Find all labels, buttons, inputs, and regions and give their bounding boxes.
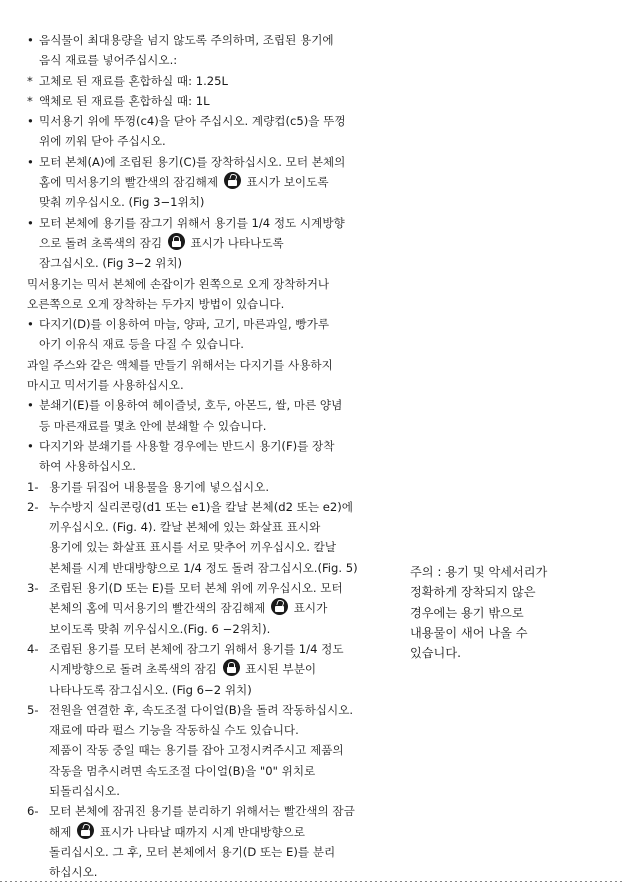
- step-number: 1-: [27, 479, 39, 494]
- instruction-line: [27, 436, 379, 456]
- instruction-line: [27, 30, 379, 50]
- line-text-after-icon: 표시가 보이도록: [246, 175, 329, 190]
- bullet-marker: •: [27, 398, 34, 413]
- instruction-line: [27, 334, 379, 354]
- line-text: 아기 이유식 재료 등을 다질 수 있습니다.: [39, 337, 244, 352]
- instruction-line: [27, 537, 379, 557]
- instruction-line: [27, 131, 379, 151]
- bullet-marker: •: [27, 438, 34, 453]
- instruction-line: [27, 355, 379, 375]
- line-text: 고체로 된 재료를 혼합하실 때: 1.25L: [39, 73, 229, 88]
- line-text: 본체를 시계 반대방향으로 1/4 정도 돌려 잠그십시오.(Fig. 5): [49, 560, 358, 575]
- line-text: 용기를 뒤집어 내용물을 용기에 넣으십시오.: [49, 479, 270, 494]
- caution-line: 주의 : 용기 및 악세서리가: [410, 565, 548, 579]
- instruction-line: [27, 375, 379, 395]
- bullet-marker: •: [27, 317, 34, 332]
- step-number: 5-: [27, 702, 39, 717]
- instruction-line: [27, 619, 379, 639]
- line-text: 누수방지 실리콘링(d1 또는 e1)을 칼날 본체(d2 또는 e2)에: [49, 499, 353, 514]
- line-text: 재료에 따라 펄스 기능을 작동하실 수도 있습니다.: [49, 723, 299, 738]
- instruction-line: [27, 680, 379, 700]
- lock-icon: [223, 659, 240, 676]
- line-text: 잠그십시오. (Fig 3−2 위치): [39, 256, 183, 271]
- line-text: 되돌리십시오.: [49, 783, 120, 798]
- lock-icon: [168, 233, 185, 250]
- instruction-line: [27, 639, 379, 659]
- step-number: 4-: [27, 641, 39, 656]
- instruction-line: [27, 598, 379, 618]
- instruction-line: [27, 416, 379, 436]
- instruction-line: [27, 395, 379, 415]
- instruction-line: [27, 659, 379, 679]
- instruction-line: [27, 294, 379, 314]
- instruction-line: [27, 740, 379, 760]
- instruction-line: [27, 517, 379, 537]
- instruction-line: [27, 91, 379, 111]
- instruction-line: [27, 172, 379, 192]
- caution-line: 내용물이 새어 나올 수: [410, 625, 528, 640]
- line-text: 분쇄기(E)를 이용하여 헤이즐넛, 호두, 아몬드, 쌀, 마른 양념: [39, 398, 343, 413]
- line-text: 시계방향으로 돌려 초록색의 잠김: [49, 662, 217, 677]
- instruction-line: [27, 700, 379, 720]
- line-text-after-icon: 표시가 나타날 때까지 시계 반대방향으로: [99, 824, 305, 839]
- instruction-line: [27, 842, 379, 862]
- instruction-line: [27, 477, 379, 497]
- line-text: 제품이 작동 중일 때는 용기를 잡아 고정시켜주시고 제품의: [49, 743, 344, 758]
- instruction-line: [27, 720, 379, 740]
- instruction-line: [27, 578, 379, 598]
- line-text: 끼우십시오. (Fig. 4). 칼날 본체에 있는 화살표 표시와: [49, 520, 321, 535]
- line-text: 보이도록 맞춰 끼우십시오.(Fig. 6 −2위치).: [49, 621, 271, 636]
- instructions-column: [27, 30, 379, 882]
- instruction-line: [27, 152, 379, 172]
- line-text: 작동을 멈추시려면 속도조절 다이얼(B)을 "0" 위치로: [49, 763, 316, 778]
- line-text: 마시고 믹서기를 사용하십시오.: [27, 378, 184, 393]
- caution-note: [410, 562, 580, 663]
- page-bottom-divider: [0, 881, 625, 882]
- line-text: 하여 사용하십시오.: [39, 459, 136, 474]
- instruction-line: [27, 192, 379, 212]
- bullet-marker: *: [27, 93, 33, 108]
- instruction-line: [27, 761, 379, 781]
- step-number: 3-: [27, 581, 39, 596]
- step-number: 6-: [27, 804, 39, 819]
- line-text: 용기에 있는 화살표 표시를 서로 맞추어 끼우십시오. 칼날: [49, 540, 337, 555]
- instruction-line: [27, 801, 379, 821]
- caution-line: 경우에는 용기 밖으로: [410, 605, 524, 620]
- bullet-marker: *: [27, 73, 33, 88]
- unlock-icon: [271, 598, 288, 615]
- line-text: 등 마른재료를 몇초 안에 분쇄할 수 있습니다.: [39, 418, 267, 433]
- line-text: 돌리십시오. 그 후, 모터 본체에서 용기(D 또는 E)를 분리: [49, 844, 336, 859]
- instruction-line: [27, 274, 379, 294]
- step-number: 2-: [27, 499, 39, 514]
- bullet-marker: •: [27, 215, 34, 230]
- caution-line: 있습니다.: [410, 646, 461, 661]
- line-text: 본체의 홈에 믹서용기의 빨간색의 잠김해제: [49, 601, 266, 616]
- line-text-after-icon: 표시가 나타나도록: [190, 235, 284, 250]
- instruction-line: [27, 111, 379, 131]
- line-text-after-icon: 표시가: [293, 601, 328, 616]
- line-text: 해제: [49, 824, 72, 839]
- line-text: 모터 본체(A)에 조립된 용기(C)를 장착하십시오. 모터 본체의: [39, 154, 346, 169]
- instruction-line: [27, 497, 379, 517]
- line-text: 전원을 연결한 후, 속도조절 다이얼(B)을 돌려 작동하십시오.: [49, 702, 354, 717]
- instruction-line: [27, 71, 379, 91]
- instruction-line: [27, 253, 379, 273]
- instruction-line: [27, 233, 379, 253]
- line-text: 나타나도록 잠그십시오. (Fig 6−2 위치): [49, 682, 252, 697]
- line-text: 맞춰 끼우십시오. (Fig 3−1위치): [39, 195, 205, 210]
- line-text: 믹서용기는 믹서 본체에 손잡이가 왼쪽으로 오게 장착하거나: [27, 276, 330, 291]
- caution-line: 정확하게 장착되지 않은: [410, 585, 536, 600]
- line-text: 믹서용기 위에 뚜껑(c4)을 닫아 주십시오. 계량컵(c5)을 뚜껑: [39, 114, 346, 129]
- bullet-marker: •: [27, 154, 34, 169]
- line-text: 으로 돌려 초록색의 잠김: [39, 235, 163, 250]
- line-text: 음식 재료를 넣어주십시오.:: [39, 53, 178, 68]
- instruction-line: [27, 50, 379, 70]
- instruction-line: [27, 558, 379, 578]
- line-text: 과일 주스와 같은 액체를 만들기 위해서는 다지기를 사용하지: [27, 357, 333, 372]
- line-text: 다지기와 분쇄기를 사용할 경우에는 반드시 용기(F)를 장착: [39, 438, 335, 453]
- line-text: 액체로 된 재료를 혼합하실 때: 1L: [39, 93, 210, 108]
- instruction-line: [27, 314, 379, 334]
- line-text: 조립된 용기를 모터 본체에 잠그기 위해서 용기를 1/4 정도: [49, 641, 344, 656]
- line-text: 위에 끼워 닫아 주십시오.: [39, 134, 166, 149]
- instruction-line: [27, 862, 379, 882]
- instruction-line: [27, 456, 379, 476]
- unlock-icon: [77, 822, 94, 839]
- instruction-line: [27, 781, 379, 801]
- bullet-marker: •: [27, 114, 34, 129]
- line-text: 음식물이 최대용량을 넘지 않도록 주의하며, 조립된 용기에: [39, 33, 334, 47]
- unlock-icon: [224, 172, 241, 189]
- line-text: 모터 본체에 용기를 잠그기 위해서 용기를 1/4 정도 시계방향: [39, 215, 345, 230]
- line-text: 모터 본체에 잠궈진 용기를 분리하기 위해서는 빨간색의 잠금: [49, 804, 355, 819]
- bullet-marker: •: [27, 33, 34, 47]
- line-text: 오른쪽으로 오게 장착하는 두가지 방법이 있습니다.: [27, 296, 285, 311]
- line-text: 다지기(D)를 이용하여 마늘, 양파, 고기, 마른과일, 빵가루: [39, 317, 330, 332]
- line-text: 하십시오.: [49, 865, 98, 880]
- instruction-line: [27, 822, 379, 842]
- line-text: 홈에 믹서용기의 빨간색의 잠김해제: [39, 175, 219, 190]
- line-text: 조립된 용기(D 또는 E)를 모터 본체 위에 끼우십시오. 모터: [49, 581, 343, 596]
- instruction-line: [27, 213, 379, 233]
- line-text-after-icon: 표시된 부분이: [245, 662, 317, 677]
